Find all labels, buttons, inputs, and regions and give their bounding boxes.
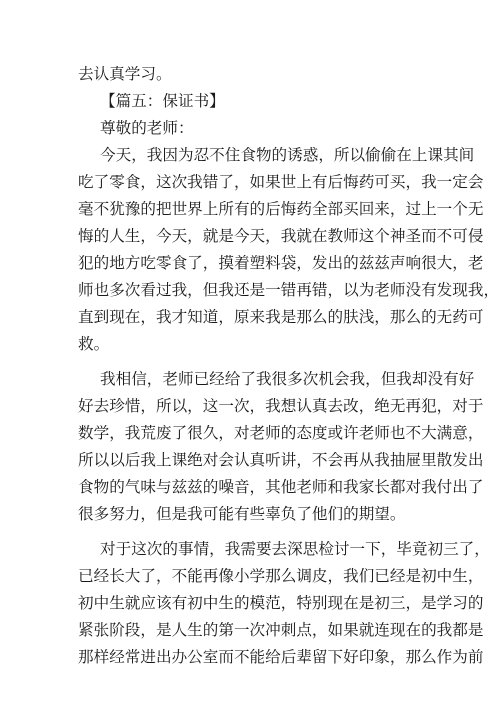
text-line: 好去珍惜，所以，这一次，我想认真去改，绝无再犯，对于 (78, 397, 484, 415)
text-line: 毫不犹豫的把世界上所有的后悔药全部买回来，过上一个无 (78, 200, 484, 218)
text-line: 所以以后我上课绝对会认真听讲，不会再从我抽屉里散发出 (78, 451, 484, 469)
text-line: 去认真学习。 (78, 65, 172, 83)
text-line: 直到现在，我才知道，原来我是那么的肤浅，那么的无药可 (78, 308, 484, 326)
text-line: 那样经常进出办公室而不能给后辈留下好印象，那么作为前 (78, 648, 484, 666)
text-line: 对于这次的事情，我需要去深思检讨一下，毕竟初三了， (100, 540, 490, 558)
text-line: 师也多次看过我，但我还是一错再错，以为老师没有发现我， (78, 281, 500, 299)
text-line: 悔的人生，今天，就是今天，我就在教师这个神圣而不可侵 (78, 227, 484, 245)
salutation: 尊敬的老师： (100, 119, 194, 137)
text-line: 数学，我荒废了很久，对老师的态度或许老师也不大满意， (78, 424, 484, 442)
text-line: 很多努力，但是我可能有些辜负了他们的期望。 (78, 505, 406, 523)
text-line: 食物的气味与兹兹的噪音，其他老师和我家长都对我付出了 (78, 478, 484, 496)
text-line: 已经长大了，不能再像小学那么调皮，我们已经是初中生， (78, 567, 484, 585)
text-line: 犯的地方吃零食了，摸着塑料袋，发出的兹兹声响很大，老 (78, 254, 484, 272)
text-line: 今天，我因为忍不住食物的诱惑，所以偷偷在上课其间 (100, 146, 475, 164)
text-line: 吃了零食，这次我错了，如果世上有后悔药可买，我一定会 (78, 173, 484, 191)
text-line: 初中生就应该有初中生的模范，特别现在是初三，是学习的 (78, 594, 484, 612)
text-line: 救。 (78, 335, 110, 353)
section-heading: 【篇五：保证书】 (100, 92, 225, 110)
text-line: 紧张阶段，是人生的第一次冲刺点，如果就连现在的我都是 (78, 621, 484, 639)
text-line: 我相信，老师已经给了我很多次机会我，但我却没有好 (100, 370, 475, 388)
